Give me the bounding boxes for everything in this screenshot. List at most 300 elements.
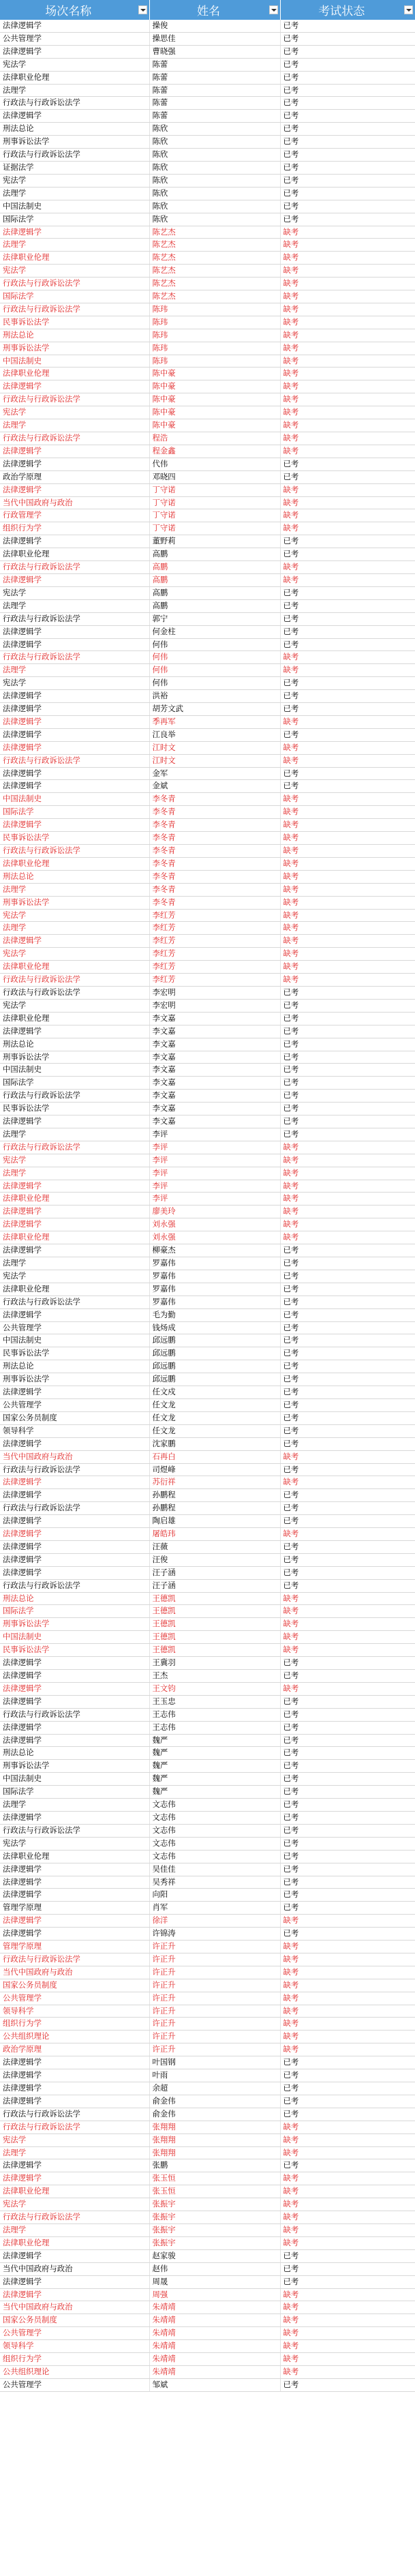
cell-status[interactable]: 已考 [280,1244,415,1257]
cell-name[interactable]: 何伟 [149,677,280,690]
cell-status[interactable]: 缺考 [280,419,415,432]
cell-session[interactable]: 刑事诉讼法学 [0,1051,149,1064]
cell-status[interactable]: 缺考 [280,278,415,290]
cell-session[interactable]: 法律逻辑学 [0,483,149,496]
cell-name[interactable]: 叶雨 [149,2069,280,2082]
cell-name[interactable]: 王德凯 [149,1631,280,1644]
cell-name[interactable]: 柳豪杰 [149,1244,280,1257]
cell-session[interactable]: 国家公务员制度 [0,2314,149,2327]
cell-status[interactable]: 已考 [280,1489,415,1502]
cell-name[interactable]: 张振宇 [149,2236,280,2249]
cell-session[interactable]: 法律职业伦理 [0,71,149,84]
cell-status[interactable]: 已考 [280,1773,415,1786]
cell-session[interactable]: 法律逻辑学 [0,935,149,948]
cell-session[interactable]: 行政法与行政诉讼法学 [0,845,149,858]
cell-name[interactable]: 罗嘉伟 [149,1257,280,1270]
cell-session[interactable]: 法律逻辑学 [0,1308,149,1321]
cell-session[interactable]: 法律逻辑学 [0,1489,149,1502]
cell-session[interactable]: 组织行为学 [0,2353,149,2366]
cell-name[interactable]: 许正升 [149,2018,280,2031]
cell-name[interactable]: 俞金伟 [149,2108,280,2121]
cell-name[interactable]: 李冬青 [149,832,280,845]
cell-session[interactable]: 行政法与行政诉讼法学 [0,1090,149,1103]
cell-name[interactable]: 李红芳 [149,948,280,961]
cell-status[interactable]: 缺考 [280,393,415,406]
cell-session[interactable]: 行政法与行政诉讼法学 [0,1953,149,1966]
cell-name[interactable]: 陈玮 [149,303,280,316]
cell-status[interactable]: 缺考 [280,2043,415,2056]
cell-session[interactable]: 公共管理学 [0,1992,149,2005]
cell-status[interactable]: 已考 [280,1257,415,1270]
cell-name[interactable]: 许正升 [149,2005,280,2018]
cell-status[interactable]: 缺考 [280,2005,415,2018]
cell-status[interactable]: 缺考 [280,561,415,574]
cell-status[interactable]: 已考 [280,1360,415,1373]
cell-status[interactable]: 已考 [280,1786,415,1799]
cell-status[interactable]: 缺考 [280,741,415,754]
cell-status[interactable]: 已考 [280,2249,415,2262]
cell-session[interactable]: 法律逻辑学 [0,1218,149,1231]
cell-session[interactable]: 中国法制史 [0,793,149,806]
cell-status[interactable]: 缺考 [280,432,415,445]
cell-name[interactable]: 陈中豪 [149,368,280,380]
cell-status[interactable]: 已考 [280,1760,415,1773]
cell-name[interactable]: 刘永强 [149,1231,280,1244]
cell-session[interactable]: 行政法与行政诉讼法学 [0,2121,149,2133]
cell-name[interactable]: 何伟 [149,651,280,664]
cell-status[interactable]: 已考 [280,1270,415,1283]
cell-name[interactable]: 李红芳 [149,909,280,922]
cell-name[interactable]: 张振宇 [149,2223,280,2236]
cell-name[interactable]: 王冀羽 [149,1657,280,1670]
cell-session[interactable]: 法理学 [0,2146,149,2159]
cell-name[interactable]: 李文嘉 [149,1025,280,1038]
cell-session[interactable]: 领导科学 [0,2005,149,2018]
cell-name[interactable]: 任文龙 [149,1398,280,1411]
cell-session[interactable]: 法理学 [0,1167,149,1180]
cell-name[interactable]: 陈艺杰 [149,265,280,278]
cell-status[interactable]: 缺考 [280,226,415,239]
cell-status[interactable]: 已考 [280,2082,415,2095]
cell-status[interactable]: 已考 [280,1928,415,1941]
cell-status[interactable]: 缺考 [280,265,415,278]
cell-session[interactable]: 法律逻辑学 [0,1476,149,1489]
cell-name[interactable]: 许正升 [149,2043,280,2056]
cell-name[interactable]: 陈欣 [149,213,280,226]
cell-status[interactable]: 缺考 [280,754,415,767]
cell-session[interactable]: 法律逻辑学 [0,819,149,832]
cell-name[interactable]: 魏严 [149,1734,280,1747]
cell-name[interactable]: 李冬青 [149,857,280,870]
cell-status[interactable]: 已考 [280,1902,415,1915]
cell-session[interactable]: 法理学 [0,883,149,896]
cell-name[interactable]: 邓晓四 [149,470,280,483]
cell-status[interactable]: 缺考 [280,355,415,368]
cell-name[interactable]: 丁守诺 [149,483,280,496]
cell-session[interactable]: 刑法总论 [0,329,149,342]
cell-name[interactable]: 张玉恒 [149,2185,280,2198]
cell-session[interactable]: 组织行为学 [0,2018,149,2031]
cell-session[interactable]: 法律逻辑学 [0,767,149,780]
cell-session[interactable]: 法律逻辑学 [0,728,149,741]
cell-name[interactable]: 朱靖靖 [149,2353,280,2366]
cell-status[interactable]: 已考 [280,1347,415,1360]
cell-name[interactable]: 董野莉 [149,535,280,548]
cell-name[interactable]: 毛为勤 [149,1308,280,1321]
cell-session[interactable]: 法理学 [0,1257,149,1270]
cell-name[interactable]: 余超 [149,2082,280,2095]
cell-status[interactable]: 已考 [280,599,415,612]
cell-session[interactable]: 刑事诉讼法学 [0,1618,149,1631]
cell-session[interactable]: 法律逻辑学 [0,1566,149,1579]
cell-session[interactable]: 行政法与行政诉讼法学 [0,986,149,999]
cell-name[interactable]: 张鹏 [149,2159,280,2172]
cell-session[interactable]: 法理学 [0,84,149,97]
cell-session[interactable]: 法律逻辑学 [0,445,149,458]
cell-status[interactable]: 缺考 [280,806,415,819]
cell-name[interactable]: 张振宇 [149,2198,280,2211]
cell-session[interactable]: 法理学 [0,922,149,935]
cell-name[interactable]: 罗嘉伟 [149,1283,280,1296]
cell-session[interactable]: 国际法学 [0,290,149,303]
cell-status[interactable]: 已考 [280,1670,415,1683]
cell-status[interactable]: 缺考 [280,1682,415,1695]
cell-session[interactable]: 法律逻辑学 [0,1025,149,1038]
cell-status[interactable]: 缺考 [280,316,415,329]
cell-name[interactable]: 罗嘉伟 [149,1270,280,1283]
cell-status[interactable]: 已考 [280,677,415,690]
cell-status[interactable]: 已考 [280,1657,415,1670]
cell-session[interactable]: 宪法学 [0,1837,149,1850]
cell-status[interactable]: 缺考 [280,290,415,303]
cell-name[interactable]: 陈欣 [149,123,280,136]
cell-status[interactable]: 缺考 [280,2172,415,2185]
cell-status[interactable]: 缺考 [280,483,415,496]
cell-name[interactable]: 丁守诺 [149,509,280,522]
cell-status[interactable]: 已考 [280,174,415,187]
cell-status[interactable]: 缺考 [280,2288,415,2301]
cell-name[interactable]: 王德凯 [149,1618,280,1631]
cell-status[interactable]: 已考 [280,1463,415,1476]
cell-session[interactable]: 民事诉讼法学 [0,1347,149,1360]
cell-status[interactable]: 缺考 [280,1450,415,1463]
cell-session[interactable]: 行政法与行政诉讼法学 [0,2211,149,2224]
cell-session[interactable]: 法律逻辑学 [0,1721,149,1734]
cell-session[interactable]: 法律逻辑学 [0,2082,149,2095]
cell-name[interactable]: 何伟 [149,638,280,651]
cell-session[interactable]: 刑法总论 [0,1038,149,1051]
cell-session[interactable]: 政治学原理 [0,470,149,483]
cell-name[interactable]: 赵伟 [149,2262,280,2275]
cell-name[interactable]: 陈玮 [149,316,280,329]
cell-session[interactable]: 法律逻辑学 [0,1553,149,1566]
cell-status[interactable]: 缺考 [280,832,415,845]
cell-name[interactable]: 石再白 [149,1450,280,1463]
cell-session[interactable]: 法律逻辑学 [0,458,149,470]
cell-name[interactable]: 李评 [149,1180,280,1193]
cell-name[interactable]: 王玉忠 [149,1695,280,1708]
cell-status[interactable]: 缺考 [280,1915,415,1928]
cell-name[interactable]: 李宏明 [149,986,280,999]
cell-name[interactable]: 王杰 [149,1670,280,1683]
cell-name[interactable]: 高鹏 [149,561,280,574]
cell-name[interactable]: 许正升 [149,1953,280,1966]
cell-session[interactable]: 管理学原理 [0,1941,149,1953]
cell-name[interactable]: 李冬青 [149,883,280,896]
cell-session[interactable]: 公共组织理论 [0,2031,149,2043]
cell-name[interactable]: 郭宁 [149,612,280,625]
cell-status[interactable]: 缺考 [280,2353,415,2366]
cell-status[interactable]: 缺考 [280,651,415,664]
cell-status[interactable]: 缺考 [280,1218,415,1231]
cell-name[interactable]: 邱远鹏 [149,1373,280,1386]
cell-name[interactable]: 李冬青 [149,793,280,806]
cell-status[interactable]: 已考 [280,1090,415,1103]
cell-name[interactable]: 张玉恒 [149,2172,280,2185]
cell-session[interactable]: 当代中国政府与政治 [0,1966,149,1979]
cell-session[interactable]: 法律逻辑学 [0,20,149,32]
filter-dropdown-icon[interactable] [404,5,413,14]
cell-name[interactable]: 许正升 [149,1966,280,1979]
cell-status[interactable]: 缺考 [280,1231,415,1244]
cell-name[interactable]: 王德凯 [149,1644,280,1657]
cell-name[interactable]: 王文钧 [149,1682,280,1695]
cell-name[interactable]: 俞金伟 [149,2095,280,2108]
cell-status[interactable]: 缺考 [280,2301,415,2314]
cell-name[interactable]: 李评 [149,1167,280,1180]
cell-status[interactable]: 已考 [280,2378,415,2391]
cell-session[interactable]: 法理学 [0,664,149,677]
cell-name[interactable]: 孙鹏程 [149,1489,280,1502]
cell-status[interactable]: 缺考 [280,1193,415,1205]
cell-status[interactable]: 已考 [280,703,415,716]
cell-name[interactable]: 罗嘉伟 [149,1296,280,1308]
cell-name[interactable]: 王德凯 [149,1592,280,1605]
cell-name[interactable]: 文志伟 [149,1811,280,1824]
cell-status[interactable]: 已考 [280,1799,415,1812]
cell-status[interactable]: 缺考 [280,793,415,806]
cell-status[interactable]: 已考 [280,1515,415,1528]
cell-name[interactable]: 文志伟 [149,1799,280,1812]
cell-session[interactable]: 法理学 [0,239,149,252]
cell-session[interactable]: 中国法制史 [0,355,149,368]
cell-name[interactable]: 李冬青 [149,819,280,832]
cell-session[interactable]: 宪法学 [0,2133,149,2146]
cell-status[interactable]: 缺考 [280,2365,415,2378]
cell-session[interactable]: 刑事诉讼法学 [0,342,149,355]
cell-session[interactable]: 法律逻辑学 [0,1889,149,1902]
cell-session[interactable]: 法律职业伦理 [0,1193,149,1205]
cell-name[interactable]: 许正升 [149,2031,280,2043]
cell-session[interactable]: 法律逻辑学 [0,715,149,728]
cell-status[interactable]: 已考 [280,1103,415,1115]
cell-session[interactable]: 法理学 [0,1128,149,1141]
cell-status[interactable]: 已考 [280,110,415,123]
cell-session[interactable]: 宪法学 [0,265,149,278]
cell-session[interactable]: 刑法总论 [0,870,149,883]
cell-status[interactable]: 已考 [280,2056,415,2069]
cell-name[interactable]: 朱靖靖 [149,2314,280,2327]
cell-name[interactable]: 王德凯 [149,1605,280,1618]
cell-session[interactable]: 民事诉讼法学 [0,316,149,329]
cell-status[interactable]: 缺考 [280,573,415,586]
cell-session[interactable]: 法律逻辑学 [0,1863,149,1876]
cell-status[interactable]: 缺考 [280,1979,415,1992]
cell-name[interactable]: 沈家鹏 [149,1437,280,1450]
cell-name[interactable]: 何金柱 [149,625,280,638]
cell-status[interactable]: 缺考 [280,1528,415,1541]
cell-session[interactable]: 法律职业伦理 [0,252,149,265]
cell-name[interactable]: 张翔翔 [149,2146,280,2159]
cell-name[interactable]: 汪子涵 [149,1579,280,1592]
cell-status[interactable]: 已考 [280,728,415,741]
cell-status[interactable]: 已考 [280,200,415,213]
cell-name[interactable]: 张翔翔 [149,2133,280,2146]
cell-status[interactable]: 已考 [280,986,415,999]
cell-name[interactable]: 李评 [149,1193,280,1205]
cell-status[interactable]: 缺考 [280,303,415,316]
cell-name[interactable]: 任文龙 [149,1411,280,1424]
cell-status[interactable]: 缺考 [280,2314,415,2327]
cell-name[interactable]: 钱炀成 [149,1321,280,1334]
cell-status[interactable]: 已考 [280,1012,415,1025]
cell-session[interactable]: 法律逻辑学 [0,741,149,754]
cell-status[interactable]: 已考 [280,1695,415,1708]
cell-name[interactable]: 陈中豪 [149,380,280,393]
cell-name[interactable]: 江良举 [149,728,280,741]
cell-status[interactable]: 已考 [280,1540,415,1553]
cell-name[interactable]: 李红芳 [149,922,280,935]
cell-status[interactable]: 已考 [280,638,415,651]
cell-name[interactable]: 叶国钢 [149,2056,280,2069]
cell-status[interactable]: 缺考 [280,2185,415,2198]
cell-session[interactable]: 公共管理学 [0,2327,149,2340]
cell-session[interactable]: 法律逻辑学 [0,573,149,586]
cell-session[interactable]: 行政法与行政诉讼法学 [0,1708,149,1721]
cell-name[interactable]: 任文戍 [149,1386,280,1399]
cell-session[interactable]: 法律逻辑学 [0,1811,149,1824]
cell-name[interactable]: 刘永强 [149,1218,280,1231]
filter-dropdown-icon[interactable] [269,5,278,14]
cell-status[interactable]: 已考 [280,1128,415,1141]
cell-name[interactable]: 魏严 [149,1773,280,1786]
cell-session[interactable]: 法律逻辑学 [0,1670,149,1683]
cell-session[interactable]: 法律逻辑学 [0,2095,149,2108]
cell-status[interactable]: 缺考 [280,1605,415,1618]
cell-session[interactable]: 宪法学 [0,948,149,961]
cell-status[interactable]: 缺考 [280,883,415,896]
cell-status[interactable]: 已考 [280,548,415,561]
cell-name[interactable]: 高鹏 [149,586,280,599]
cell-name[interactable]: 何伟 [149,664,280,677]
cell-session[interactable]: 中国法制史 [0,1773,149,1786]
cell-session[interactable]: 法律逻辑学 [0,1876,149,1889]
cell-session[interactable]: 法律逻辑学 [0,1244,149,1257]
cell-status[interactable]: 缺考 [280,1167,415,1180]
cell-session[interactable]: 国际法学 [0,1077,149,1090]
cell-name[interactable]: 陈中豪 [149,419,280,432]
cell-session[interactable]: 法律逻辑学 [0,1695,149,1708]
cell-name[interactable]: 江时文 [149,754,280,767]
cell-session[interactable]: 法律逻辑学 [0,110,149,123]
cell-name[interactable]: 陈艺杰 [149,252,280,265]
cell-name[interactable]: 朱靖靖 [149,2327,280,2340]
cell-session[interactable]: 法律逻辑学 [0,638,149,651]
cell-status[interactable]: 已考 [280,535,415,548]
cell-session[interactable]: 法律逻辑学 [0,1437,149,1450]
cell-name[interactable]: 吴秀祥 [149,1876,280,1889]
cell-name[interactable]: 文志伟 [149,1824,280,1837]
cell-name[interactable]: 程浩 [149,432,280,445]
cell-session[interactable]: 行政法与行政诉讼法学 [0,612,149,625]
cell-status[interactable]: 缺考 [280,2018,415,2031]
cell-session[interactable]: 宪法学 [0,999,149,1012]
cell-session[interactable]: 宪法学 [0,58,149,71]
cell-session[interactable]: 法律逻辑学 [0,45,149,58]
cell-session[interactable]: 行政法与行政诉讼法学 [0,754,149,767]
cell-status[interactable]: 缺考 [280,1618,415,1631]
cell-name[interactable]: 许正升 [149,1941,280,1953]
cell-session[interactable]: 国际法学 [0,1605,149,1618]
cell-session[interactable]: 刑事诉讼法学 [0,1373,149,1386]
cell-status[interactable]: 已考 [280,71,415,84]
cell-session[interactable]: 中国法制史 [0,1064,149,1077]
cell-status[interactable]: 已考 [280,690,415,703]
cell-status[interactable]: 缺考 [280,342,415,355]
cell-status[interactable]: 缺考 [280,1941,415,1953]
cell-status[interactable]: 缺考 [280,522,415,535]
cell-status[interactable]: 已考 [280,1283,415,1296]
cell-status[interactable]: 缺考 [280,368,415,380]
cell-session[interactable]: 法律逻辑学 [0,1734,149,1747]
cell-name[interactable]: 任文龙 [149,1424,280,1437]
cell-status[interactable]: 已考 [280,1296,415,1308]
cell-name[interactable]: 操思佳 [149,32,280,45]
cell-status[interactable]: 已考 [280,1553,415,1566]
cell-session[interactable]: 行政法与行政诉讼法学 [0,149,149,162]
cell-session[interactable]: 中国法制史 [0,1631,149,1644]
cell-name[interactable]: 魏严 [149,1786,280,1799]
cell-session[interactable]: 法理学 [0,599,149,612]
cell-status[interactable]: 已考 [280,2108,415,2121]
cell-status[interactable]: 缺考 [280,1205,415,1218]
cell-status[interactable]: 缺考 [280,406,415,419]
cell-session[interactable]: 法律逻辑学 [0,2275,149,2288]
cell-status[interactable]: 缺考 [280,1966,415,1979]
cell-name[interactable]: 李宏明 [149,999,280,1012]
cell-session[interactable]: 国际法学 [0,1786,149,1799]
cell-session[interactable]: 刑法总论 [0,1747,149,1760]
cell-name[interactable]: 陶启雄 [149,1515,280,1528]
cell-name[interactable]: 陈蕾 [149,97,280,110]
cell-session[interactable]: 民事诉讼法学 [0,1103,149,1115]
cell-status[interactable]: 已考 [280,1579,415,1592]
cell-name[interactable]: 王志伟 [149,1721,280,1734]
cell-name[interactable]: 李文嘉 [149,1103,280,1115]
cell-session[interactable]: 法律逻辑学 [0,1915,149,1928]
cell-session[interactable]: 刑法总论 [0,1592,149,1605]
cell-status[interactable]: 已考 [280,97,415,110]
cell-name[interactable]: 丁守诺 [149,496,280,509]
cell-status[interactable]: 缺考 [280,2327,415,2340]
cell-status[interactable]: 已考 [280,1824,415,1837]
cell-name[interactable]: 操俊 [149,20,280,32]
cell-status[interactable]: 缺考 [280,961,415,974]
cell-name[interactable]: 吴佳佳 [149,1863,280,1876]
cell-session[interactable]: 法律逻辑学 [0,1657,149,1670]
cell-session[interactable]: 法律逻辑学 [0,1682,149,1695]
cell-name[interactable]: 文志伟 [149,1850,280,1863]
